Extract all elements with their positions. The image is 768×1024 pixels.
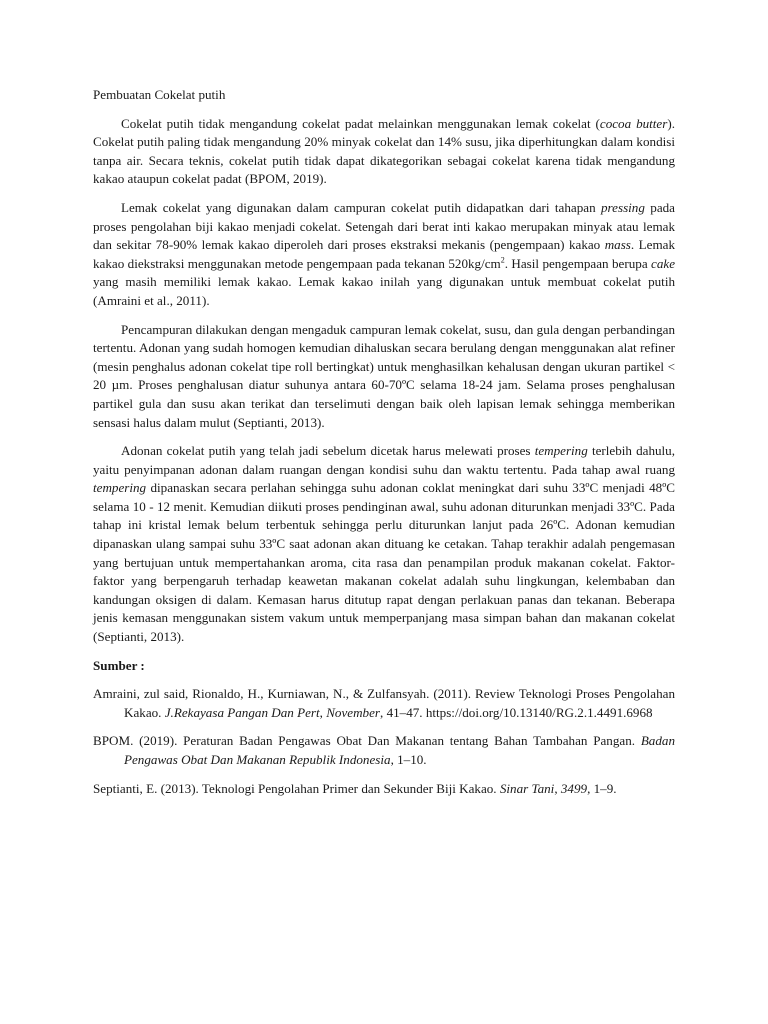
italic-text: cocoa butter <box>599 115 668 131</box>
body-paragraphs <box>93 115 675 647</box>
reference-item: Septianti, E. (2013). Teknologi Pengolahan Primer dan Sekunder Biji Kakao. Sinar Tani, 3499, 1–9. <box>93 780 617 796</box>
italic-text: Sinar Tani <box>499 780 555 796</box>
italic-text: mass <box>604 237 631 253</box>
superscript-text: 2 <box>500 255 505 265</box>
document-page <box>93 86 675 808</box>
reference-item: Amraini, zul said, Rionaldo, H., Kurniawan, N., & Zulfansyah. (2011). Review Teknologi Proses Pengolahan Kakao. J.Rekayasa Pangan Dan Pert, November, 41–47. https://doi.org/10.13140/RG.2.1.4491.6968 <box>93 686 675 720</box>
reference-item: BPOM. (2019). Peraturan Badan Pengawas Obat Dan Makanan tentang Bahan Tambahan Pangan. Badan Pengawas Obat Dan Makanan Republik Indonesia, 1–10. <box>93 733 675 767</box>
italic-text: pressing <box>601 199 645 215</box>
italic-text: J.Rekayasa Pangan Dan Pert <box>164 704 320 720</box>
italic-text: 3499 <box>560 780 588 796</box>
reference-list <box>93 685 675 798</box>
italic-text: November <box>326 704 381 720</box>
sources-title: Sumber : <box>93 657 145 673</box>
paragraph: Cokelat putih tidak mengandung cokelat padat melainkan menggunakan lemak cokelat (cocoa butter). Cokelat putih paling tidak mengandung 20% minyak cokelat dan 14% susu, jika diperhitungkan dalam kondisi tanpa air. Secara teknis, cokelat putih tidak dapat dikategorikan sebagai cokelat karena tidak mengandung kakao ataupun cokelat padat (BPOM, 2019). <box>93 115 675 187</box>
italic-text: tempering <box>534 443 588 459</box>
paragraph: Adonan cokelat putih yang telah jadi sebelum dicetak harus melewati proses tempering terlebih dahulu, yaitu penyimpanan adonan dalam ruangan dengan kondisi suhu dan waktu tertentu. Pada tahap awal ruang tempering dipanaskan secara perlahan sehingga suhu adonan coklat meningkat dari suhu 33ºC menjadi 48ºC selama 10 - 12 menit. Kemudian diikuti proses pendinginan awal, suhu adonan diturunkan menjadi 33ºC. Pada tahap ini kristal lemak belum terbentuk sehingga perlu diturunkan lanjut pada 26ºC. Adonan kemudian dipanaskan ulang sampai suhu 33ºC saat adonan akan dituang ke cetakan. Tahap terakhir adalah pengemasan yang bertujuan untuk mempertahankan aroma, cita rasa dan penampilan produk makanan cokelat. Faktor-faktor yang berpengaruh terhadap keawetan makanan cokelat adalah suhu lingkungan, kelembaban dan kandungan oksigen di dalam. Kemasan harus ditutup rapat dengan perlakuan panas dan tekanan. Beberapa jenis kemasan menggunakan sistem vakum untuk memperpanjang masa simpan bahan dan makanan cokelat (Septianti, 2013). <box>93 443 675 645</box>
paragraph: Lemak cokelat yang digunakan dalam campuran cokelat putih didapatkan dari tahapan pressing pada proses pengolahan biji kakao menjadi cokelat. Setengah dari berat inti kakao merupakan minyak atau lemak dan sekitar 78-90% lemak kakao diperoleh dari proses ekstraksi mekanis (pengempaan) kakao mass. Lemak kakao diekstraksi menggunakan metode pengempaan pada tekanan $520kg/cm^2$. Hasil pengempaan berupa cake yang masih memiliki lemak kakao. Lemak kakao inilah yang digunakan untuk membuat cokelat putih (Amraini et al., 2011). <box>93 199 676 308</box>
italic-text: Badan Pengawas Obat Dan Makanan Republik Indonesia <box>124 733 675 767</box>
section-heading: Pembuatan Cokelat putih <box>93 87 226 102</box>
italic-text: cake <box>651 255 676 271</box>
italic-text: tempering <box>93 480 147 496</box>
paragraph: Pencampuran dilakukan dengan mengaduk campuran lemak cokelat, susu, dan gula dengan perbandingan tertentu. Adonan yang sudah homogen kemudian dihaluskan secara berulang dengan menggunakan alat refiner (mesin penghalus adonan cokelat tipe roll bertingkat) untuk menghasilkan kehalusan dengan ukuran partikel < 20 µm. Proses penghalusan diatur suhunya antara 60-70ºC selama 18-24 jam. Selama proses penghalusan partikel gula dan susu akan terikat dan terselimuti dengan baik oleh lapisan lemak sehingga memberikan sensasi halus dalam mulut (Septianti, 2013). <box>93 321 675 430</box>
